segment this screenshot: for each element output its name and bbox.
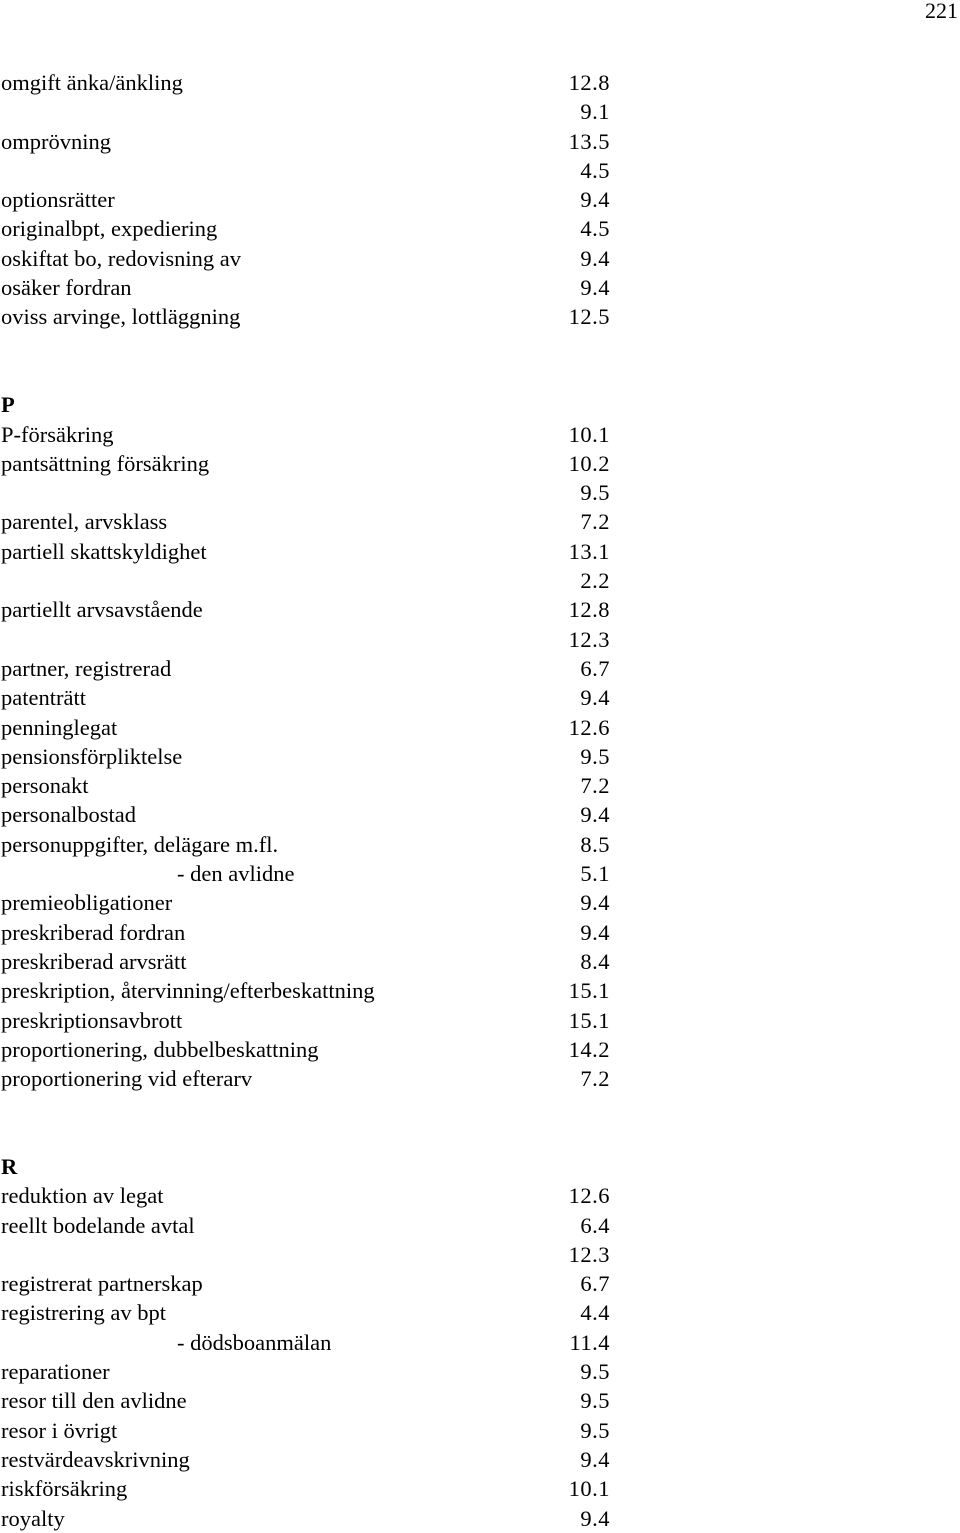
index-entry: [0, 713, 640, 742]
index-term: proportionering vid efterarv: [1, 1066, 253, 1092]
index-entry: [0, 947, 640, 976]
index-entry: [0, 302, 640, 331]
index-reference: 13.5: [568, 128, 610, 154]
index-entry: [0, 214, 640, 243]
index-reference: 9.5: [580, 743, 610, 769]
index-term: pantsättning försäkring: [1, 450, 210, 476]
index-entry: [0, 1386, 640, 1415]
index-entry: [0, 1269, 640, 1298]
index-reference: 7.2: [580, 509, 610, 535]
section-gap: [0, 361, 640, 390]
index-entry: [0, 478, 640, 507]
index-reference: 7.2: [580, 773, 610, 799]
index-term: riskförsäkring: [1, 1476, 128, 1502]
page-number: 221: [925, 0, 958, 23]
index-reference: 4.5: [580, 216, 610, 242]
index-entry: [0, 1006, 640, 1035]
index-term: partiellt arvsavstående: [1, 597, 203, 623]
index-reference: 15.1: [568, 978, 610, 1004]
index-reference: 4.5: [580, 157, 610, 183]
index-term: resor i övrigt: [1, 1417, 118, 1443]
index-term: reparationer: [1, 1359, 110, 1385]
index-reference: 12.6: [568, 714, 610, 740]
index-entry: [0, 595, 640, 624]
index-term: proportionering, dubbelbeskattning: [1, 1036, 319, 1062]
index-entry: [0, 156, 640, 185]
index-term: oskiftat bo, redovisning av: [1, 245, 241, 271]
index-reference: 4.4: [580, 1300, 610, 1326]
index-reference: 12.3: [568, 1241, 610, 1267]
index-term: personalbostad: [1, 802, 136, 828]
index-entry: [0, 97, 640, 126]
index-term: restvärdeavskrivning: [1, 1446, 190, 1472]
index-reference: 15.1: [568, 1007, 610, 1033]
index-reference: 12.6: [568, 1183, 610, 1209]
section-gap: [0, 1123, 640, 1152]
index-term: originalbpt, expediering: [1, 216, 218, 242]
index-entry: [0, 683, 640, 712]
index-term: reellt bodelande avtal: [1, 1212, 195, 1238]
section-heading-p: P: [1, 392, 15, 418]
index-term: reduktion av legat: [1, 1183, 164, 1209]
index-reference: 9.5: [580, 1388, 610, 1414]
index-entry: [0, 1504, 640, 1533]
index-entry: [0, 800, 640, 829]
index-entry: [0, 1211, 640, 1240]
index-reference: 12.3: [568, 626, 610, 652]
index-entry: [0, 1035, 640, 1064]
index-term: royalty: [1, 1505, 65, 1531]
index-entry: [0, 888, 640, 917]
index-reference: 9.5: [580, 1417, 610, 1443]
index-entry: [0, 625, 640, 654]
index-entry: [0, 771, 640, 800]
index-reference: 9.4: [580, 919, 610, 945]
index-term: registrerat partnerskap: [1, 1271, 203, 1297]
index-reference: 12.8: [568, 597, 610, 623]
index-section-p: [0, 420, 640, 1094]
section-heading-r: R: [1, 1153, 18, 1179]
index-entry: [0, 1445, 640, 1474]
index-term: preskriberad arvsrätt: [1, 948, 187, 974]
index-reference: 10.2: [568, 450, 610, 476]
index-list: [0, 68, 640, 1533]
index-entry: [0, 1357, 640, 1386]
index-entry: [0, 566, 640, 595]
index-entry: [0, 1474, 640, 1503]
index-entry: [0, 1181, 640, 1210]
index-term: P-försäkring: [1, 421, 114, 447]
index-reference: 9.4: [580, 187, 610, 213]
index-reference: 10.1: [568, 421, 610, 447]
index-subterm: - dödsboanmälan: [177, 1329, 332, 1355]
index-reference: 9.4: [580, 802, 610, 828]
index-reference: 8.5: [580, 831, 610, 857]
index-reference: 6.7: [580, 655, 610, 681]
index-entry: [0, 1298, 640, 1327]
index-term: registrering av bpt: [1, 1300, 166, 1326]
section-gap: [0, 1093, 640, 1122]
index-entry: [0, 449, 640, 478]
index-reference: 14.2: [568, 1036, 610, 1062]
index-entry: [0, 830, 640, 859]
index-reference: 9.4: [580, 890, 610, 916]
index-reference: 2.2: [580, 568, 610, 594]
index-term: pensionsförpliktelse: [1, 743, 183, 769]
index-term: preskription, återvinning/efterbeskattning: [1, 978, 375, 1004]
index-entry: [0, 1240, 640, 1269]
index-entry: [0, 1416, 640, 1445]
index-entry: [0, 537, 640, 566]
index-term: premieobligationer: [1, 890, 173, 916]
index-term: personakt: [1, 773, 89, 799]
index-reference: 11.4: [569, 1329, 610, 1355]
index-term: omprövning: [1, 128, 111, 154]
index-reference: 13.1: [568, 538, 610, 564]
index-entry: [0, 1064, 640, 1093]
index-term: preskriberad fordran: [1, 919, 186, 945]
index-reference: 9.4: [580, 1505, 610, 1531]
index-reference: 7.2: [580, 1066, 610, 1092]
index-term: resor till den avlidne: [1, 1388, 187, 1414]
index-reference: 6.4: [580, 1212, 610, 1238]
index-reference: 9.4: [580, 275, 610, 301]
index-reference: 6.7: [580, 1271, 610, 1297]
index-reference: 12.5: [568, 304, 610, 330]
index-reference: 9.5: [580, 1359, 610, 1385]
index-entry: [0, 742, 640, 771]
index-term: partner, registrerad: [1, 655, 172, 681]
index-term: optionsrätter: [1, 187, 115, 213]
index-reference: 12.8: [568, 70, 610, 95]
index-entry: [0, 127, 640, 156]
index-entry: [0, 976, 640, 1005]
index-reference: 9.1: [580, 99, 610, 125]
index-term: osäker fordran: [1, 275, 132, 301]
index-reference: 10.1: [568, 1476, 610, 1502]
index-reference: 5.1: [580, 861, 610, 887]
index-reference: 9.4: [580, 245, 610, 271]
index-term: patenträtt: [1, 685, 86, 711]
index-reference: 9.4: [580, 685, 610, 711]
index-section-r: [0, 1181, 640, 1533]
index-term: personuppgifter, delägare m.fl.: [1, 831, 279, 857]
index-term: partiell skattskyldighet: [1, 538, 207, 564]
index-entry: [0, 273, 640, 302]
index-entry: [0, 68, 640, 97]
index-term: omgift änka/änkling: [1, 70, 183, 95]
index-entry: [0, 918, 640, 947]
index-entry: [0, 185, 640, 214]
index-entry: [0, 507, 640, 536]
index-term: penninglegat: [1, 714, 118, 740]
index-entry: [0, 420, 640, 449]
section-gap: [0, 332, 640, 361]
index-term: preskriptionsavbrott: [1, 1007, 183, 1033]
index-entry: [0, 654, 640, 683]
index-entry: [0, 1328, 640, 1357]
index-term: oviss arvinge, lottläggning: [1, 304, 241, 330]
index-subterm: - den avlidne: [177, 861, 295, 887]
index-term: parentel, arvsklass: [1, 509, 168, 535]
index-entry: [0, 244, 640, 273]
index-section-o: [0, 68, 640, 332]
index-reference: 9.4: [580, 1446, 610, 1472]
index-reference: 8.4: [580, 948, 610, 974]
index-reference: 9.5: [580, 480, 610, 506]
index-entry: [0, 859, 640, 888]
